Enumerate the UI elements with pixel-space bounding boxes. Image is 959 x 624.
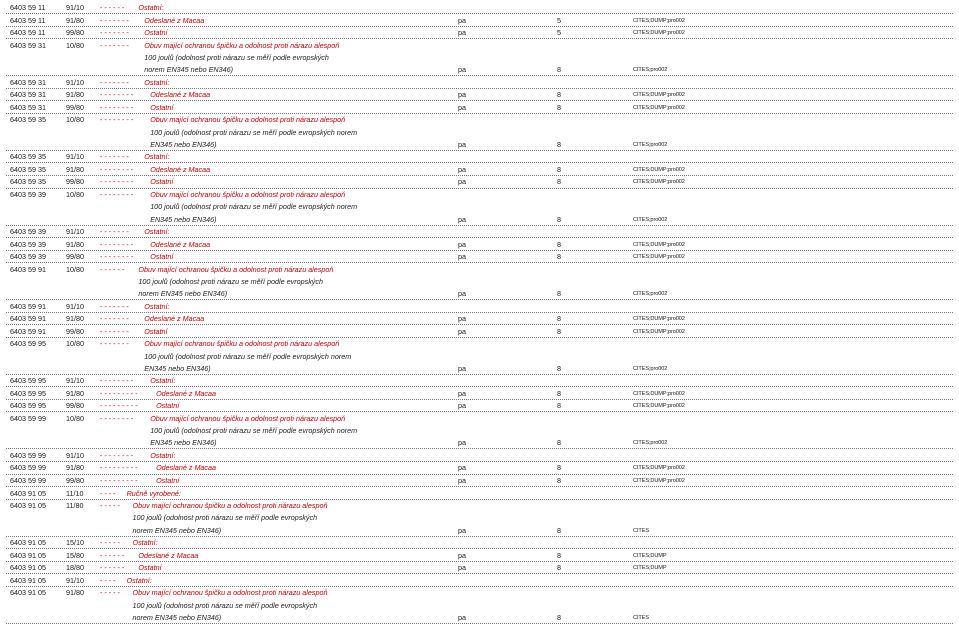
indent-dashes: - - - - - - - -	[100, 239, 134, 249]
table-row	[6, 575, 953, 587]
indent-dashes: - - - - - -	[100, 264, 125, 274]
code-cell: 6403 59 39	[10, 226, 46, 236]
code-cell: 6403 91 05	[10, 563, 46, 573]
quantity-cell: 8	[557, 239, 561, 249]
quantity-cell: 8	[557, 289, 561, 299]
code-cell: 6403 59 91	[10, 314, 46, 324]
subcode-cell: 99/80	[66, 177, 84, 187]
description-line: EN345 nebo EN346)	[150, 438, 217, 448]
table-row	[6, 450, 953, 462]
subcode-cell: 99/80	[66, 476, 84, 485]
indent-dashes: - - - - - - -	[100, 77, 129, 87]
unit-cell: pa	[458, 15, 466, 25]
code-cell: 6403 59 91	[10, 326, 46, 336]
table-row	[6, 77, 953, 89]
table-row	[6, 226, 953, 238]
code-cell: 6403 59 11	[10, 3, 46, 12]
table-row	[6, 413, 953, 450]
quantity-cell: 8	[557, 388, 561, 398]
description-line: Obuv mající ochranou špičku a odolnost proti nárazu alespoň	[144, 339, 340, 349]
description-line: Obuv mající ochranou špičku a odolnost proti nárazu alespoň	[150, 413, 346, 423]
quantity-cell: 8	[557, 314, 561, 324]
table-row	[6, 151, 953, 163]
subcode-cell: 91/10	[66, 3, 84, 12]
table-row	[6, 400, 953, 412]
code-cell: 6403 59 99	[10, 413, 46, 423]
code-cell: 6403 91 05	[10, 538, 46, 548]
indent-dashes: - - - - - - -	[100, 40, 129, 50]
table-row	[6, 40, 953, 77]
code-cell: 6403 59 99	[10, 476, 46, 485]
description-line: Ostatní	[150, 177, 174, 187]
indent-dashes: - - - - - -	[100, 3, 125, 12]
quantity-cell: 8	[557, 164, 561, 174]
subcode-cell: 10/80	[66, 339, 84, 349]
subcode-cell: 91/10	[66, 226, 84, 236]
subcode-cell: 99/80	[66, 28, 84, 38]
indent-dashes: - - - - - - - -	[100, 102, 134, 112]
subcode-cell: 91/80	[66, 15, 84, 25]
code-cell: 6403 59 99	[10, 450, 46, 460]
measures-cell: CITES;DUMP	[633, 565, 667, 572]
description-line: 100 joulů (odolnost proti nárazu se měří podle evropských norem	[150, 127, 358, 137]
description-line: 100 joulů (odolnost proti nárazu se měří podle evropských	[132, 513, 318, 523]
subcode-cell: 91/80	[66, 388, 84, 398]
table-row	[6, 326, 953, 338]
indent-dashes: - - - - - - - -	[100, 115, 134, 125]
unit-cell: pa	[458, 525, 466, 535]
table-row	[6, 2, 953, 14]
unit-cell: pa	[458, 139, 466, 149]
subcode-cell: 91/80	[66, 164, 84, 174]
measures-cell: CITES;pro002	[633, 365, 668, 372]
code-cell: 6403 59 35	[10, 152, 46, 162]
quantity-cell: 8	[557, 363, 561, 373]
measures-cell: CITES;DUMP;pro002	[633, 166, 685, 173]
table-row	[6, 239, 953, 251]
unit-cell: pa	[458, 65, 466, 75]
quantity-cell: 8	[557, 525, 561, 535]
code-cell: 6403 59 35	[10, 115, 46, 125]
description-line: Obuv mající ochranou špičku a odolnost proti nárazu alespoň	[144, 40, 340, 50]
subcode-cell: 91/10	[66, 450, 84, 460]
indent-dashes: - - - -	[100, 488, 116, 498]
unit-cell: pa	[458, 612, 466, 622]
measures-cell: CITES	[633, 527, 649, 534]
description-line: Obuv mající ochranou špičku a odolnost proti nárazu alespoň	[132, 501, 328, 511]
description-line: Ostatní:	[144, 226, 170, 236]
description-line: Obuv mající ochranou špičku a odolnost proti nárazu alespoň	[132, 588, 328, 598]
quantity-cell: 8	[557, 326, 561, 336]
description-line: Ostatní:	[126, 575, 152, 585]
description-line: norem EN345 nebo EN346)	[132, 612, 222, 622]
subcode-cell: 99/80	[66, 102, 84, 112]
subcode-cell: 91/80	[66, 239, 84, 249]
indent-dashes: - - - - -	[100, 538, 120, 548]
measures-cell: CITES;DUMP;pro002	[633, 17, 685, 24]
code-cell: 6403 59 31	[10, 90, 46, 100]
description-line: EN345 nebo EN346)	[150, 214, 217, 224]
indent-dashes: - - - - - - -	[100, 152, 129, 162]
indent-dashes: - - - -	[100, 575, 116, 585]
indent-dashes: - - - - - - -	[100, 226, 129, 236]
indent-dashes: - - - - -	[100, 501, 120, 511]
unit-cell: pa	[458, 550, 466, 560]
description-line: Ostatní:	[144, 152, 170, 162]
quantity-cell: 8	[557, 563, 561, 573]
subcode-cell: 91/10	[66, 77, 84, 87]
table-row	[6, 587, 953, 624]
measures-cell: CITES;DUMP;pro002	[633, 316, 685, 323]
table-row	[6, 27, 953, 39]
description-line: Odeslané z Macaa	[156, 388, 217, 398]
unit-cell: pa	[458, 214, 466, 224]
subcode-cell: 91/80	[66, 463, 84, 473]
table-row	[6, 89, 953, 101]
quantity-cell: 8	[557, 401, 561, 411]
subcode-cell: 91/80	[66, 314, 84, 324]
description-line: Ostatní	[156, 401, 180, 411]
description-line: Ručně vyrobené:	[126, 488, 181, 498]
description-line: Ostatní:	[144, 301, 170, 311]
table-row	[6, 102, 953, 114]
description-line: Odeslané z Macaa	[150, 90, 211, 100]
unit-cell: pa	[458, 28, 466, 38]
table-row	[6, 15, 953, 27]
description-line: Obuv mající ochranou špičku a odolnost proti nárazu alespoň	[150, 115, 346, 125]
code-cell: 6403 59 11	[10, 15, 46, 25]
indent-dashes: - - - - - - -	[100, 314, 129, 324]
indent-dashes: - - - - - - -	[100, 301, 129, 311]
table-row	[6, 550, 953, 562]
quantity-cell: 5	[557, 15, 561, 25]
description-line: 100 joulů (odolnost proti nárazu se měří podle evropských	[144, 52, 329, 62]
code-cell: 6403 59 95	[10, 376, 46, 386]
code-cell: 6403 59 39	[10, 252, 46, 262]
subcode-cell: 11/10	[66, 488, 84, 498]
quantity-cell: 8	[557, 438, 561, 448]
subcode-cell: 91/10	[66, 376, 84, 386]
code-cell: 6403 59 91	[10, 264, 46, 274]
description-line: Ostatní	[144, 326, 168, 336]
measures-cell: CITES;pro002	[633, 440, 668, 447]
indent-dashes: - - - - - - -	[100, 339, 129, 349]
subcode-cell: 10/80	[66, 264, 84, 274]
unit-cell: pa	[458, 363, 466, 373]
subcode-cell: 11/80	[66, 501, 84, 511]
indent-dashes: - - - - - - - -	[100, 164, 134, 174]
description-line: Ostatní	[150, 252, 174, 262]
subcode-cell: 99/80	[66, 252, 84, 262]
quantity-cell: 8	[557, 550, 561, 560]
code-cell: 6403 59 95	[10, 388, 46, 398]
subcode-cell: 15/10	[66, 538, 84, 548]
description-line: Obuv mající ochranou špičku a odolnost proti nárazu alespoň	[150, 189, 346, 199]
table-row	[6, 264, 953, 301]
indent-dashes: - - - - - - - -	[100, 189, 134, 199]
description-line: Ostatní	[138, 563, 162, 573]
measures-cell: CITES;pro002	[633, 291, 668, 298]
quantity-cell: 8	[557, 139, 561, 149]
code-cell: 6403 59 11	[10, 28, 46, 38]
description-line: 100 joulů (odolnost proti nárazu se měří podle evropských	[138, 276, 323, 286]
table-row	[6, 462, 953, 474]
table-row	[6, 114, 953, 151]
subcode-cell: 91/80	[66, 90, 84, 100]
code-cell: 6403 59 39	[10, 189, 46, 199]
table-row	[6, 388, 953, 400]
indent-dashes: - - - - - - -	[100, 326, 129, 336]
code-cell: 6403 59 31	[10, 102, 46, 112]
description-line: Ostatní:	[150, 376, 176, 386]
unit-cell: pa	[458, 239, 466, 249]
description-line: Ostatní:	[150, 450, 176, 460]
unit-cell: pa	[458, 388, 466, 398]
description-line: Ostatní:	[132, 538, 158, 548]
table-row	[6, 313, 953, 325]
indent-dashes: - - - - - -	[100, 550, 125, 560]
table-row	[6, 500, 953, 537]
description-line: EN345 nebo EN346)	[144, 363, 211, 373]
quantity-cell: 8	[557, 65, 561, 75]
subcode-cell: 99/80	[66, 401, 84, 411]
indent-dashes: - - - - - - - - -	[100, 476, 138, 485]
table-row	[6, 189, 953, 226]
table-row	[6, 301, 953, 313]
measures-cell: CITES;DUMP;pro002	[633, 403, 685, 410]
code-cell: 6403 59 99	[10, 463, 46, 473]
measures-cell: CITES;DUMP;pro002	[633, 465, 685, 472]
description-line: Obuv mající ochranou špičku a odolnost proti nárazu alespoň	[138, 264, 334, 274]
measures-cell: CITES	[633, 614, 649, 621]
indent-dashes: - - - - - - - - -	[100, 401, 138, 411]
description-line: Ostatní:	[144, 77, 170, 87]
unit-cell: pa	[458, 289, 466, 299]
description-line: Odeslané z Macaa	[138, 550, 199, 560]
code-cell: 6403 91 05	[10, 501, 46, 511]
code-cell: 6403 59 39	[10, 239, 46, 249]
unit-cell: pa	[458, 326, 466, 336]
description-line: norem EN345 nebo EN346)	[138, 289, 228, 299]
table-row	[6, 176, 953, 188]
code-cell: 6403 91 05	[10, 488, 46, 498]
unit-cell: pa	[458, 164, 466, 174]
unit-cell: pa	[458, 177, 466, 187]
subcode-cell: 10/80	[66, 413, 84, 423]
indent-dashes: - - - - - - - - -	[100, 463, 138, 473]
subcode-cell: 15/80	[66, 550, 84, 560]
measures-cell: CITES;DUMP;pro002	[633, 179, 685, 186]
code-cell: 6403 59 91	[10, 301, 46, 311]
description-line: Ostatní	[156, 476, 180, 485]
description-line: Ostatní	[150, 102, 174, 112]
table-row	[6, 251, 953, 263]
measures-cell: CITES;DUMP;pro002	[633, 30, 685, 37]
code-cell: 6403 59 35	[10, 164, 46, 174]
quantity-cell: 8	[557, 177, 561, 187]
subcode-cell: 91/80	[66, 588, 84, 598]
code-cell: 6403 91 05	[10, 550, 46, 560]
description-line: Ostatní	[144, 28, 168, 38]
description-line: Odeslané z Macaa	[150, 239, 211, 249]
quantity-cell: 8	[557, 476, 561, 485]
unit-cell: pa	[458, 476, 466, 485]
indent-dashes: - - - - - - -	[100, 28, 129, 38]
measures-cell: CITES;DUMP;pro002	[633, 390, 685, 397]
code-cell: 6403 59 35	[10, 177, 46, 187]
description-line: norem EN345 nebo EN346)	[132, 525, 222, 535]
code-cell: 6403 59 31	[10, 40, 46, 50]
subcode-cell: 10/80	[66, 189, 84, 199]
measures-cell: CITES;DUMP;pro002	[633, 92, 685, 99]
indent-dashes: - - - - - -	[100, 563, 125, 573]
measures-cell: CITES;DUMP;pro002	[633, 241, 685, 248]
description-line: EN345 nebo EN346)	[150, 139, 217, 149]
code-cell: 6403 91 05	[10, 588, 46, 598]
indent-dashes: - - - - - - - -	[100, 90, 134, 100]
description-line: Odeslané z Macaa	[144, 314, 205, 324]
subcode-cell: 91/10	[66, 301, 84, 311]
quantity-cell: 8	[557, 463, 561, 473]
quantity-cell: 5	[557, 28, 561, 38]
subcode-cell: 10/80	[66, 115, 84, 125]
indent-dashes: - - - - - - - -	[100, 177, 134, 187]
quantity-cell: 8	[557, 252, 561, 262]
table-row	[6, 537, 953, 549]
description-line: 100 joulů (odolnost proti nárazu se měří podle evropských norem	[144, 351, 352, 361]
code-cell: 6403 91 05	[10, 575, 46, 585]
indent-dashes: - - - - - - - -	[100, 450, 134, 460]
indent-dashes: - - - - -	[100, 588, 120, 598]
code-cell: 6403 59 95	[10, 339, 46, 349]
description-line: 100 joulů (odolnost proti nárazu se měří podle evropských norem	[150, 202, 358, 212]
measures-cell: CITES;DUMP;pro002	[633, 478, 685, 484]
indent-dashes: - - - - - - -	[100, 15, 129, 25]
unit-cell: pa	[458, 463, 466, 473]
measures-cell: CITES;DUMP;pro002	[633, 328, 685, 335]
indent-dashes: - - - - - - - -	[100, 252, 134, 262]
unit-cell: pa	[458, 438, 466, 448]
subcode-cell: 91/10	[66, 575, 84, 585]
indent-dashes: - - - - - - - -	[100, 376, 134, 386]
measures-cell: CITES;pro002	[633, 141, 668, 148]
table-row	[6, 562, 953, 574]
unit-cell: pa	[458, 90, 466, 100]
quantity-cell: 8	[557, 214, 561, 224]
unit-cell: pa	[458, 314, 466, 324]
measures-cell: CITES;DUMP;pro002	[633, 104, 685, 111]
quantity-cell: 8	[557, 102, 561, 112]
table-row	[6, 338, 953, 375]
measures-cell: CITES;pro002	[633, 67, 668, 74]
description-line: Ostatní:	[138, 3, 164, 12]
description-line: 100 joulů (odolnost proti nárazu se měří podle evropských norem	[150, 426, 358, 436]
indent-dashes: - - - - - - - - -	[100, 388, 138, 398]
measures-cell: CITES;pro002	[633, 216, 668, 223]
description-line: Odeslané z Macaa	[156, 463, 217, 473]
indent-dashes: - - - - - - - -	[100, 413, 134, 423]
table-row	[6, 475, 953, 487]
description-line: norem EN345 nebo EN346)	[144, 65, 233, 75]
unit-cell: pa	[458, 401, 466, 411]
unit-cell: pa	[458, 252, 466, 262]
table-row	[6, 164, 953, 176]
quantity-cell: 8	[557, 90, 561, 100]
quantity-cell: 8	[557, 612, 561, 622]
description-line: Odeslané z Macaa	[144, 15, 205, 25]
subcode-cell: 91/10	[66, 152, 84, 162]
description-line: Odeslané z Macaa	[150, 164, 211, 174]
description-line: 100 joulů (odolnost proti nárazu se měří podle evropských	[132, 600, 318, 610]
subcode-cell: 18/80	[66, 563, 84, 573]
table-row	[6, 488, 953, 500]
unit-cell: pa	[458, 102, 466, 112]
measures-cell: CITES;DUMP	[633, 552, 667, 559]
code-cell: 6403 59 95	[10, 401, 46, 411]
unit-cell: pa	[458, 563, 466, 573]
subcode-cell: 99/80	[66, 326, 84, 336]
measures-cell: CITES;DUMP;pro002	[633, 254, 685, 261]
table-row	[6, 375, 953, 387]
code-cell: 6403 59 31	[10, 77, 46, 87]
subcode-cell: 10/80	[66, 40, 84, 50]
